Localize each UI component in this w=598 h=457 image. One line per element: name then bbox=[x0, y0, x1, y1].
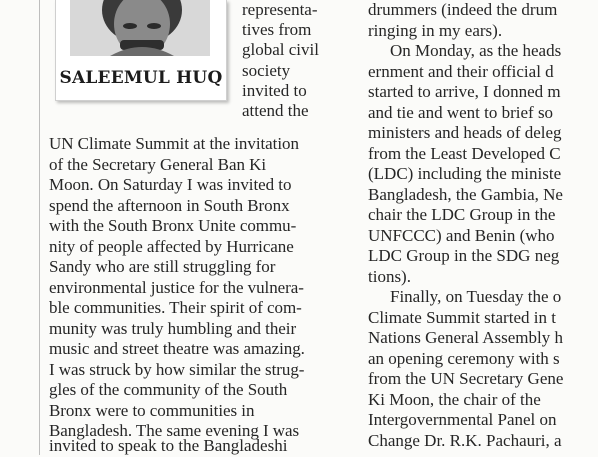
text-line: Bangladesh. The same evening I was bbox=[49, 421, 300, 440]
text-line: On Monday, as the heads bbox=[390, 41, 562, 60]
text-line: (LDC) including the ministe bbox=[368, 164, 562, 183]
text-line: Finally, on Tuesday the o bbox=[390, 287, 562, 306]
text-line: attend the bbox=[242, 100, 309, 120]
text-line: chair the LDC Group in the bbox=[368, 205, 556, 224]
text-line: from the UN Secretary Gene bbox=[368, 369, 564, 388]
text-line: representa- bbox=[242, 0, 318, 19]
text-line: from the Least Developed C bbox=[368, 143, 561, 163]
text-line: ernment and their official d bbox=[368, 61, 554, 81]
text-line: ministers and heads of deleg bbox=[368, 123, 562, 142]
text-line: Bronx were to communities in bbox=[49, 400, 255, 420]
text-line: I was struck by how similar the strug- bbox=[49, 359, 305, 379]
text-line: global civil bbox=[242, 40, 319, 60]
text-line: society bbox=[242, 60, 291, 80]
left-column-text bbox=[49, 134, 347, 442]
author-portrait-image bbox=[70, 0, 210, 56]
text-line: UN Climate Summit at the invitation bbox=[49, 134, 299, 153]
text-line: tions). bbox=[368, 266, 411, 286]
text-line: invited to bbox=[242, 80, 307, 100]
author-name-caption: SALEEMUL HUQ bbox=[59, 68, 223, 88]
left-column-cut-line-wrap bbox=[49, 436, 347, 455]
left-column-cut-line: invited to speak to the Bangladeshi bbox=[49, 436, 288, 455]
text-line: of the Secretary General Ban Ki bbox=[49, 154, 266, 174]
right-column-text bbox=[368, 0, 598, 451]
text-line: Nations General Assembly h bbox=[368, 328, 563, 347]
text-line: Ki Moon, the chair of the bbox=[368, 389, 541, 409]
text-line: UNFCCC) and Benin (who bbox=[368, 225, 555, 245]
text-line: Bangladesh, the Gambia, Ne bbox=[368, 184, 563, 204]
text-line: spend the afternoon in South Bronx bbox=[49, 195, 290, 215]
text-line: Moon. On Saturday I was invited to bbox=[49, 175, 292, 194]
text-line: and tie and went to brief so bbox=[368, 102, 554, 122]
text-line: environmental justice for the vulnera- bbox=[49, 277, 304, 297]
text-line: Climate Summit started in t bbox=[368, 307, 556, 327]
text-beside-photo bbox=[242, 0, 319, 121]
text-line: gles of the community of the South bbox=[49, 380, 288, 399]
text-line: started to arrive, I donned m bbox=[368, 82, 561, 101]
column-rule-left bbox=[39, 0, 40, 455]
text-line: LDC Group in the SDG neg bbox=[368, 246, 560, 265]
text-line: munity was truly humbling and their bbox=[49, 318, 297, 338]
text-line: with the South Bronx Unite commu- bbox=[49, 216, 297, 235]
text-line: Sandy who are still struggling for bbox=[49, 257, 276, 276]
text-line: Change Dr. R.K. Pachauri, a bbox=[368, 430, 562, 450]
text-line: ble communities. Their spirit of com- bbox=[49, 298, 302, 317]
text-line: music and street theatre was amazing. bbox=[49, 339, 305, 358]
text-line: nity of people affected by Hurricane bbox=[49, 236, 294, 256]
text-line: ringing in my ears). bbox=[368, 20, 503, 40]
text-line: an opening ceremony with s bbox=[368, 348, 560, 368]
text-line: Intergovernmental Panel on bbox=[368, 410, 557, 429]
text-line: drummers (indeed the drum bbox=[368, 0, 558, 19]
text-line: tives from bbox=[242, 20, 312, 40]
author-portrait bbox=[70, 0, 210, 56]
author-photo-frame bbox=[55, 0, 227, 101]
